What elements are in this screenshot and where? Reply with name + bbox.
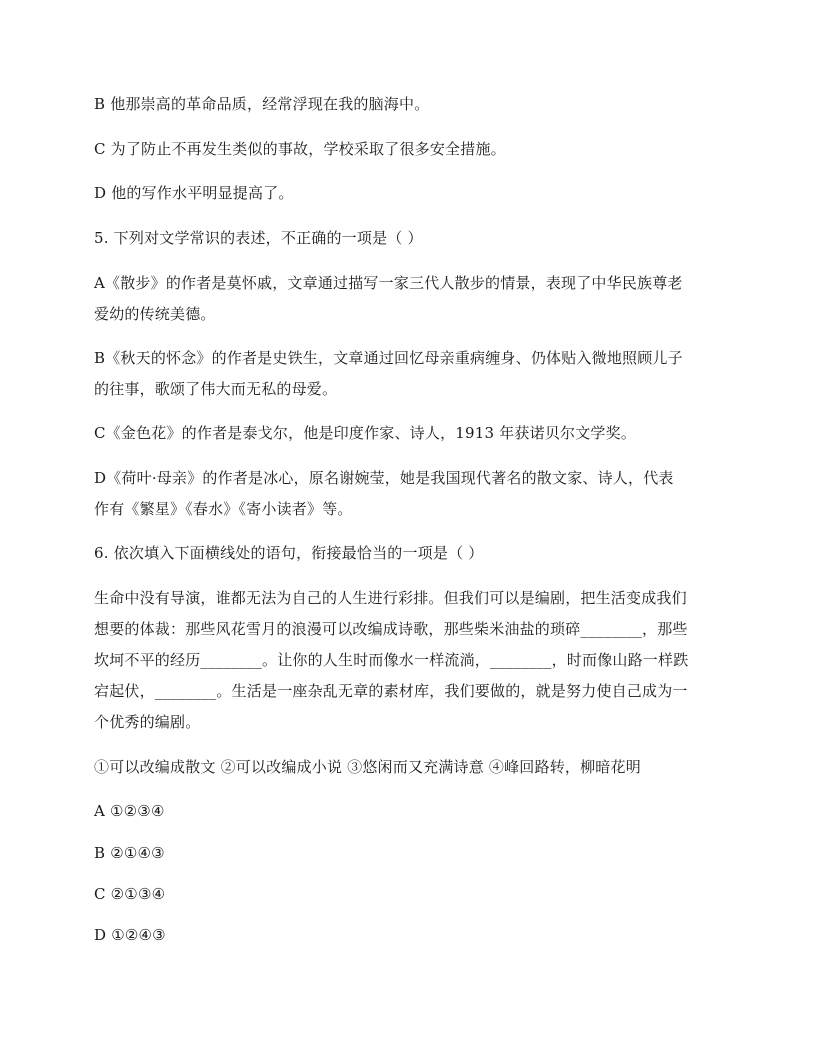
- q6-option-b: B ②①④③: [94, 844, 165, 862]
- q5-option-a-line-2: 爱幼的传统美德。: [94, 305, 216, 323]
- option-c-line: C 为了防止不再发生类似的事故，学校采取了很多安全措施。: [94, 140, 506, 158]
- choices-line: ①可以改编成散文 ②可以改编成小说 ③悠闲而又充满诗意 ④峰回路转，柳暗花明: [94, 758, 641, 776]
- question-6-title: 6. 依次填入下面横线处的语句，衔接最恰当的一项是（ ）: [94, 544, 484, 562]
- q5-option-c-line: C《金色花》的作者是泰戈尔，他是印度作家、诗人，1913 年获诺贝尔文学奖。: [94, 424, 637, 442]
- option-b-line: B 他那崇高的革命品质，经常浮现在我的脑海中。: [94, 95, 430, 113]
- option-d-line: D 他的写作水平明显提高了。: [94, 184, 294, 202]
- passage-line-2: 想要的体裁：那些风花雪月的浪漫可以改编成诗歌，那些柴米油盐的琐碎________，那些: [94, 620, 688, 638]
- q6-option-c: C ②①③④: [94, 885, 166, 903]
- q6-option-a: A ①②③④: [94, 802, 165, 820]
- passage-line-5: 个优秀的编剧。: [94, 713, 201, 731]
- question-5-title: 5. 下列对文学常识的表述，不正确的一项是（ ）: [94, 229, 423, 247]
- q5-option-a-line-1: A《散步》的作者是莫怀戚，文章通过描写一家三代人散步的情景，表现了中华民族尊老: [94, 274, 683, 292]
- q6-option-d: D ①②④③: [94, 926, 166, 944]
- q5-option-b-line-1: B《秋天的怀念》的作者是史铁生，文章通过回忆母亲重病缠身、仍体贴入微地照顾儿子: [94, 349, 683, 367]
- passage-line-3: 坎坷不平的经历________。让你的人生时而像水一样流淌，________，时而像山路一样跌: [94, 651, 689, 669]
- passage-line-4: 宕起伏，________。生活是一座杂乱无章的素材库，我们要做的，就是努力使自己成为一: [94, 682, 688, 700]
- q5-option-b-line-2: 的往事，歌颂了伟大而无私的母爱。: [94, 380, 338, 398]
- passage-line-1: 生命中没有导演，谁都无法为自己的人生进行彩排。但我们可以是编剧，把生活变成我们: [94, 589, 687, 607]
- q5-option-d-line-2: 作有《繁星》《春水》《寄小读者》等。: [94, 500, 353, 518]
- q5-option-d-line-1: D《荷叶·母亲》的作者是冰心，原名谢婉莹，她是我国现代著名的散文家、诗人，代表: [94, 469, 674, 487]
